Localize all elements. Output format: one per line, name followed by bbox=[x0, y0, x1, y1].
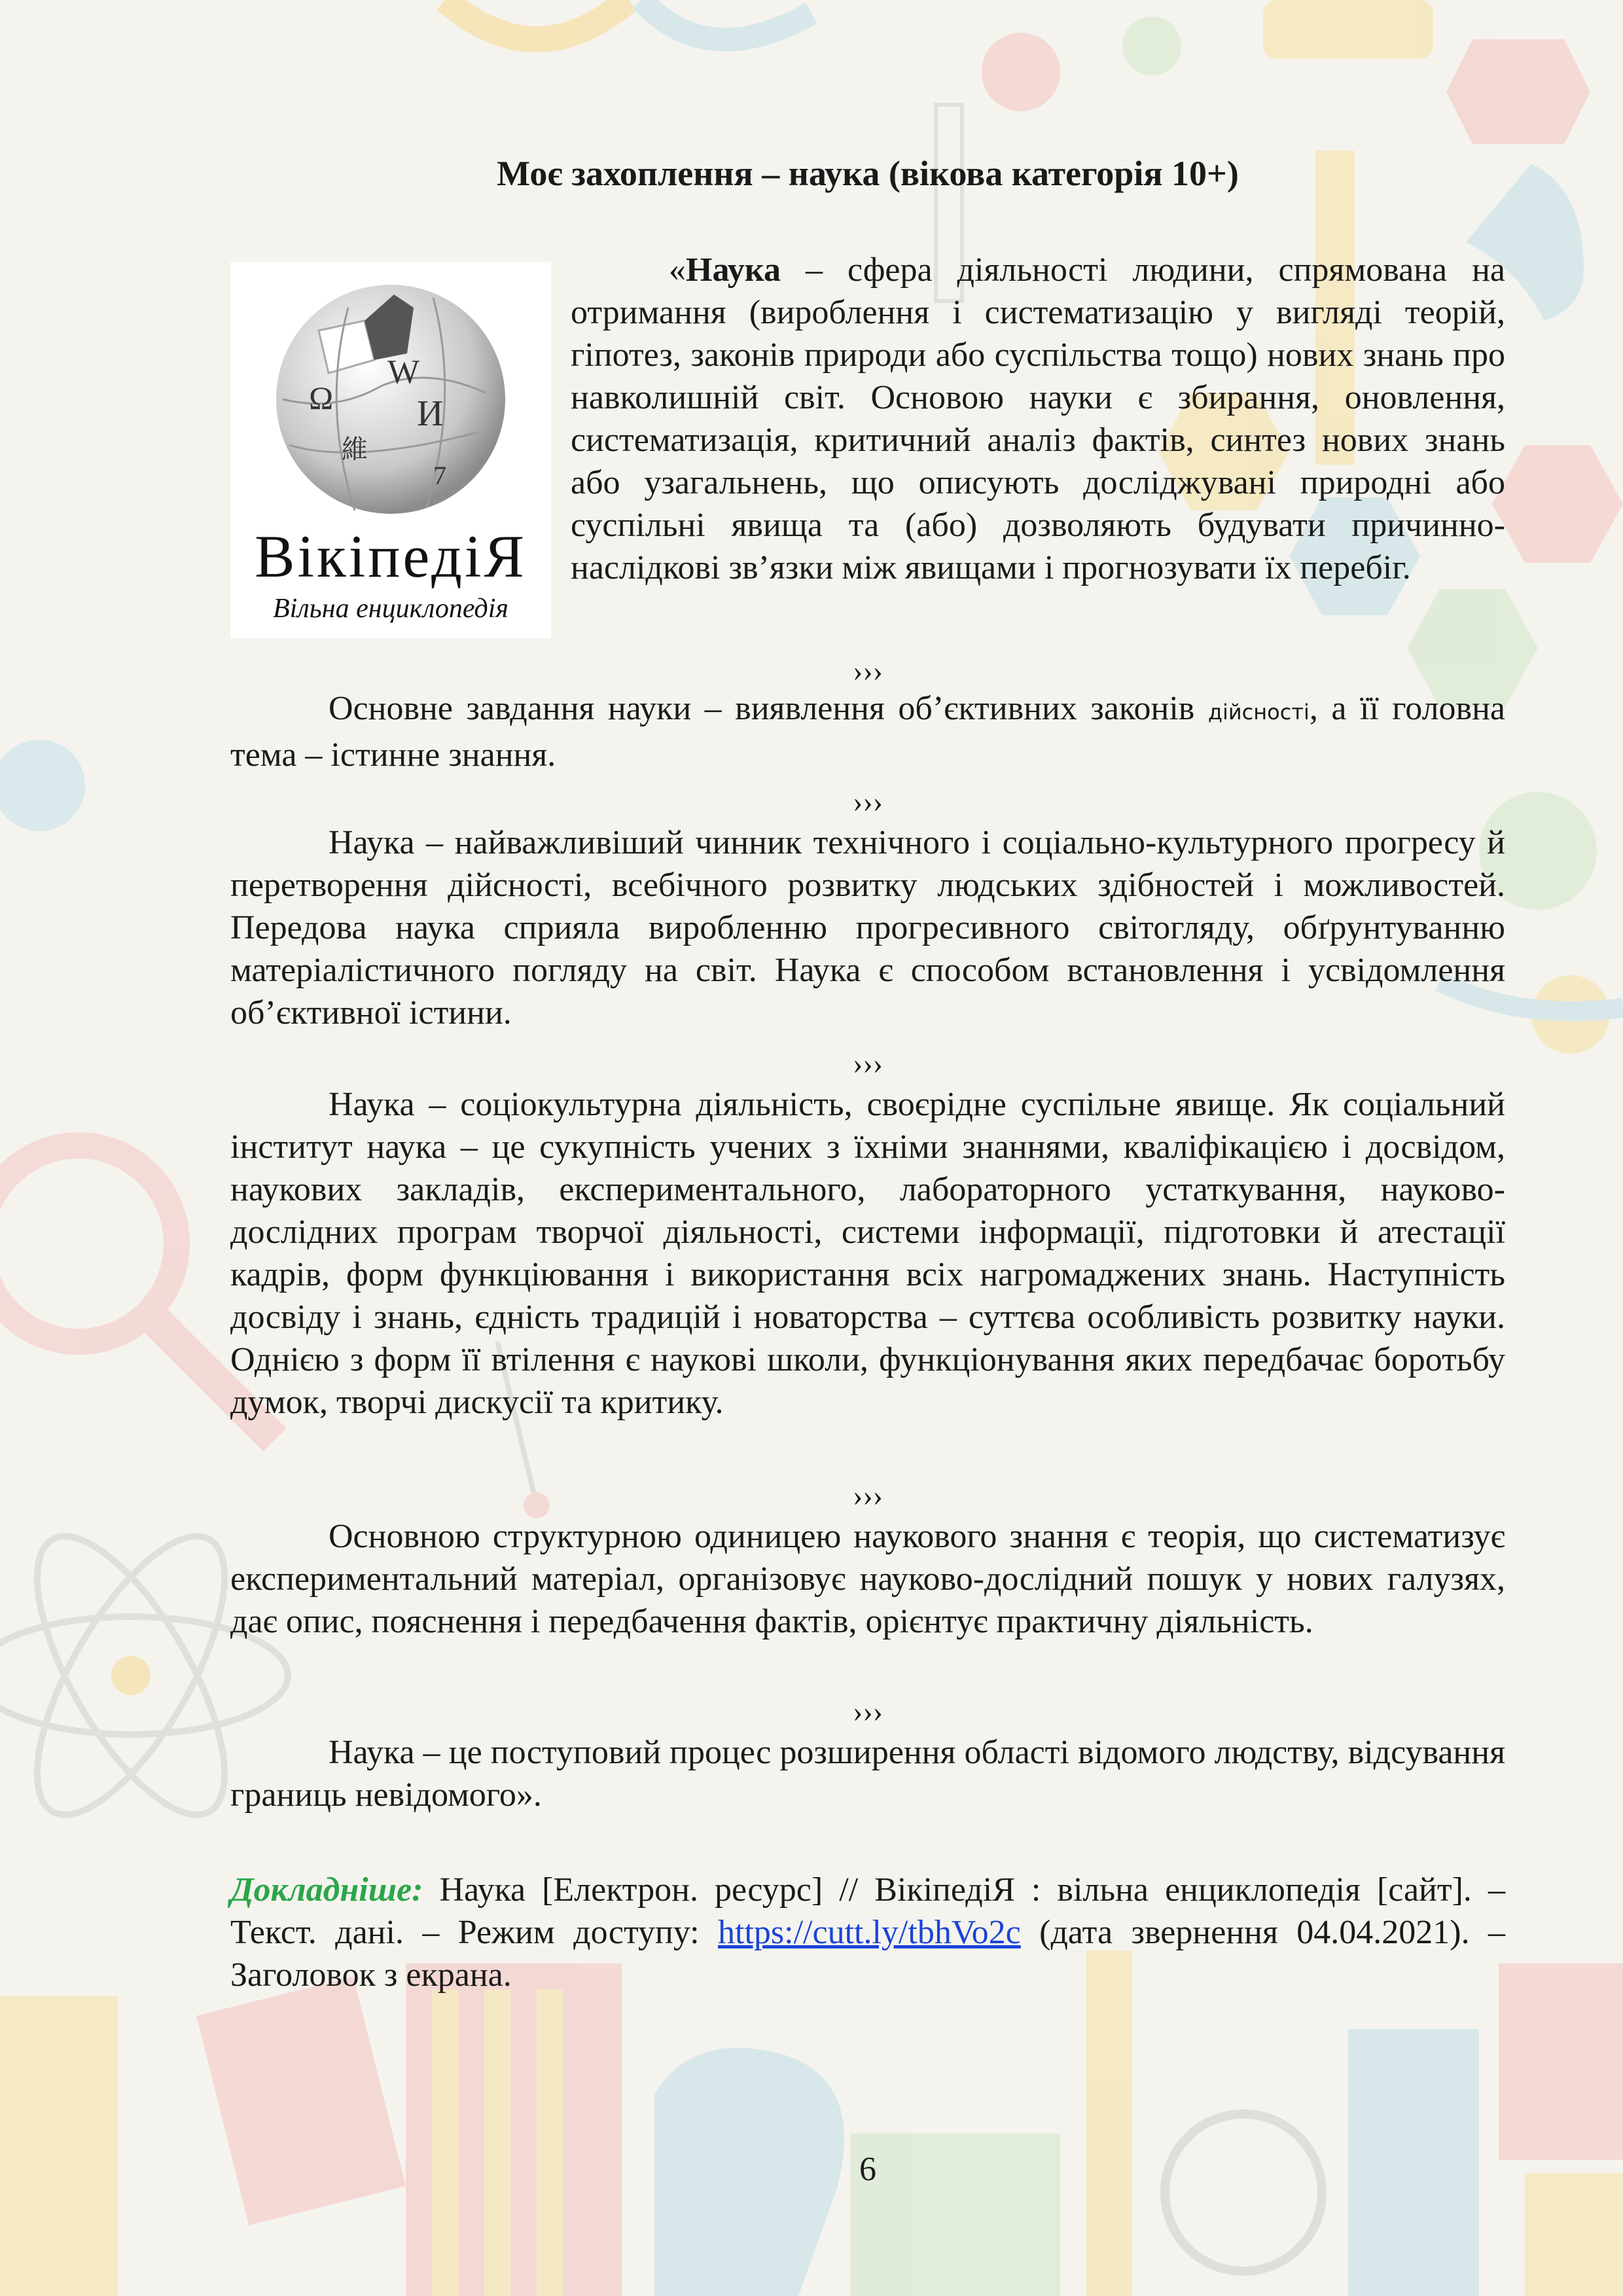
reference-text-after: (дата звернення 04.04.2021). – Заголовок з екрана. bbox=[230, 1914, 1505, 1994]
paragraph-main-task bbox=[230, 687, 1505, 776]
reference-text: Наука [Електрон. ресурс] // ВікіпедіЯ : вільна енциклопедія [сайт]. – Текст. дані. – Режим доступу: bbox=[230, 1871, 1505, 1951]
paragraph-definition-first-line bbox=[571, 249, 1505, 589]
page-content bbox=[230, 0, 1505, 2296]
svg-text:7: 7 bbox=[433, 461, 446, 490]
svg-text:Ω: Ω bbox=[309, 380, 334, 416]
wikipedia-globe-icon bbox=[243, 268, 538, 524]
paragraph-theory: Основною структурною одиницею наукового знання є теорія, що систематизує експериментальний матеріал, організовує науково-дослідний пошук у нових галузях, дає опис, пояснення і передбачення фактів, орієнтує практичну діяльність. bbox=[230, 1518, 1505, 1640]
svg-text:維: 維 bbox=[342, 435, 368, 465]
more-label: Докладніше: bbox=[230, 1871, 423, 1909]
separator: ››› bbox=[853, 654, 883, 687]
separator: ››› bbox=[853, 1047, 883, 1080]
page-number: 6 bbox=[859, 2151, 876, 2188]
text-segment: Основне завдання науки – виявлення об’єктивних законів bbox=[329, 690, 1208, 727]
paragraph-social-institute: Наука – соціокультурна діяльність, своєрідне суспільне явище. Як соціальний інститут наука – це сукупність учених з їхніми знаннями, кваліфікацією і досвідом, наукових закладів, експериментального, лабораторного устаткування, науково-дослідних програм творчої діяльності, системи інформації, підготовки й атестації кадрів, форм функціювання і використання всіх нагромаджених знань. Наступність досвіду і знань, єдність традицій і новаторства – суттєва особливість розвитку науки. Однією з форм її втілення є наукові школи, функціонування яких передбачає боротьбу думок, творчі дискусії та критику. bbox=[230, 1086, 1505, 1421]
definition-text: – сфера діяльності людини, спрямована на отримання (вироблення і систематизацію у вигляді теорій, гіпотез, законів природи або суспільства тощо) нових знань про навколишній світ. Основою науки є збирання, оновлення, систематизація, критичний аналіз фактів, синтез нових знань або узагальнень, що описують досліджувані природні або суспільні явища та (або) дозволяють будувати причинно-наслідкові зв’язки між явищами і прогнозувати їх перебіг. bbox=[571, 251, 1505, 586]
separator: ››› bbox=[853, 1479, 883, 1512]
reference-link[interactable]: https://cutt.ly/tbhVo2c bbox=[718, 1914, 1021, 1951]
page-title: Моє захоплення – наука (вікова категорія 10+) bbox=[497, 154, 1239, 193]
separator: ››› bbox=[853, 785, 883, 818]
wikipedia-tagline: Вільна енциклопедія bbox=[273, 594, 508, 624]
open-quote: « bbox=[669, 251, 686, 289]
wikipedia-wordmark: ВікіпедіЯ bbox=[255, 523, 527, 590]
paragraph-process: Наука – це поступовий процес розширення області відомого людству, відсування границь невідомого». bbox=[230, 1734, 1505, 1814]
term-bold: Наука bbox=[686, 251, 781, 289]
svg-text:И: И bbox=[417, 393, 444, 434]
small-word: дійсності bbox=[1207, 700, 1310, 725]
paragraph-progress: Наука – найважливіший чинник технічного і соціально-культурного прогресу й перетворення дійсності, всебічного розвитку людських здібностей і можливостей. Передова наука сприяла виробленню прогресивного світогляду, обґрунтуванню матеріалістичного погляду на світ. Наука є способом встановлення і усвідомлення об’єктивної істини. bbox=[230, 824, 1505, 1031]
reference-block bbox=[230, 1869, 1505, 1996]
svg-text:W: W bbox=[387, 353, 420, 391]
text-segment: , а її головна тема – істинне знання. bbox=[230, 690, 1505, 774]
wikipedia-logo bbox=[230, 262, 551, 638]
separator: ››› bbox=[853, 1695, 883, 1728]
